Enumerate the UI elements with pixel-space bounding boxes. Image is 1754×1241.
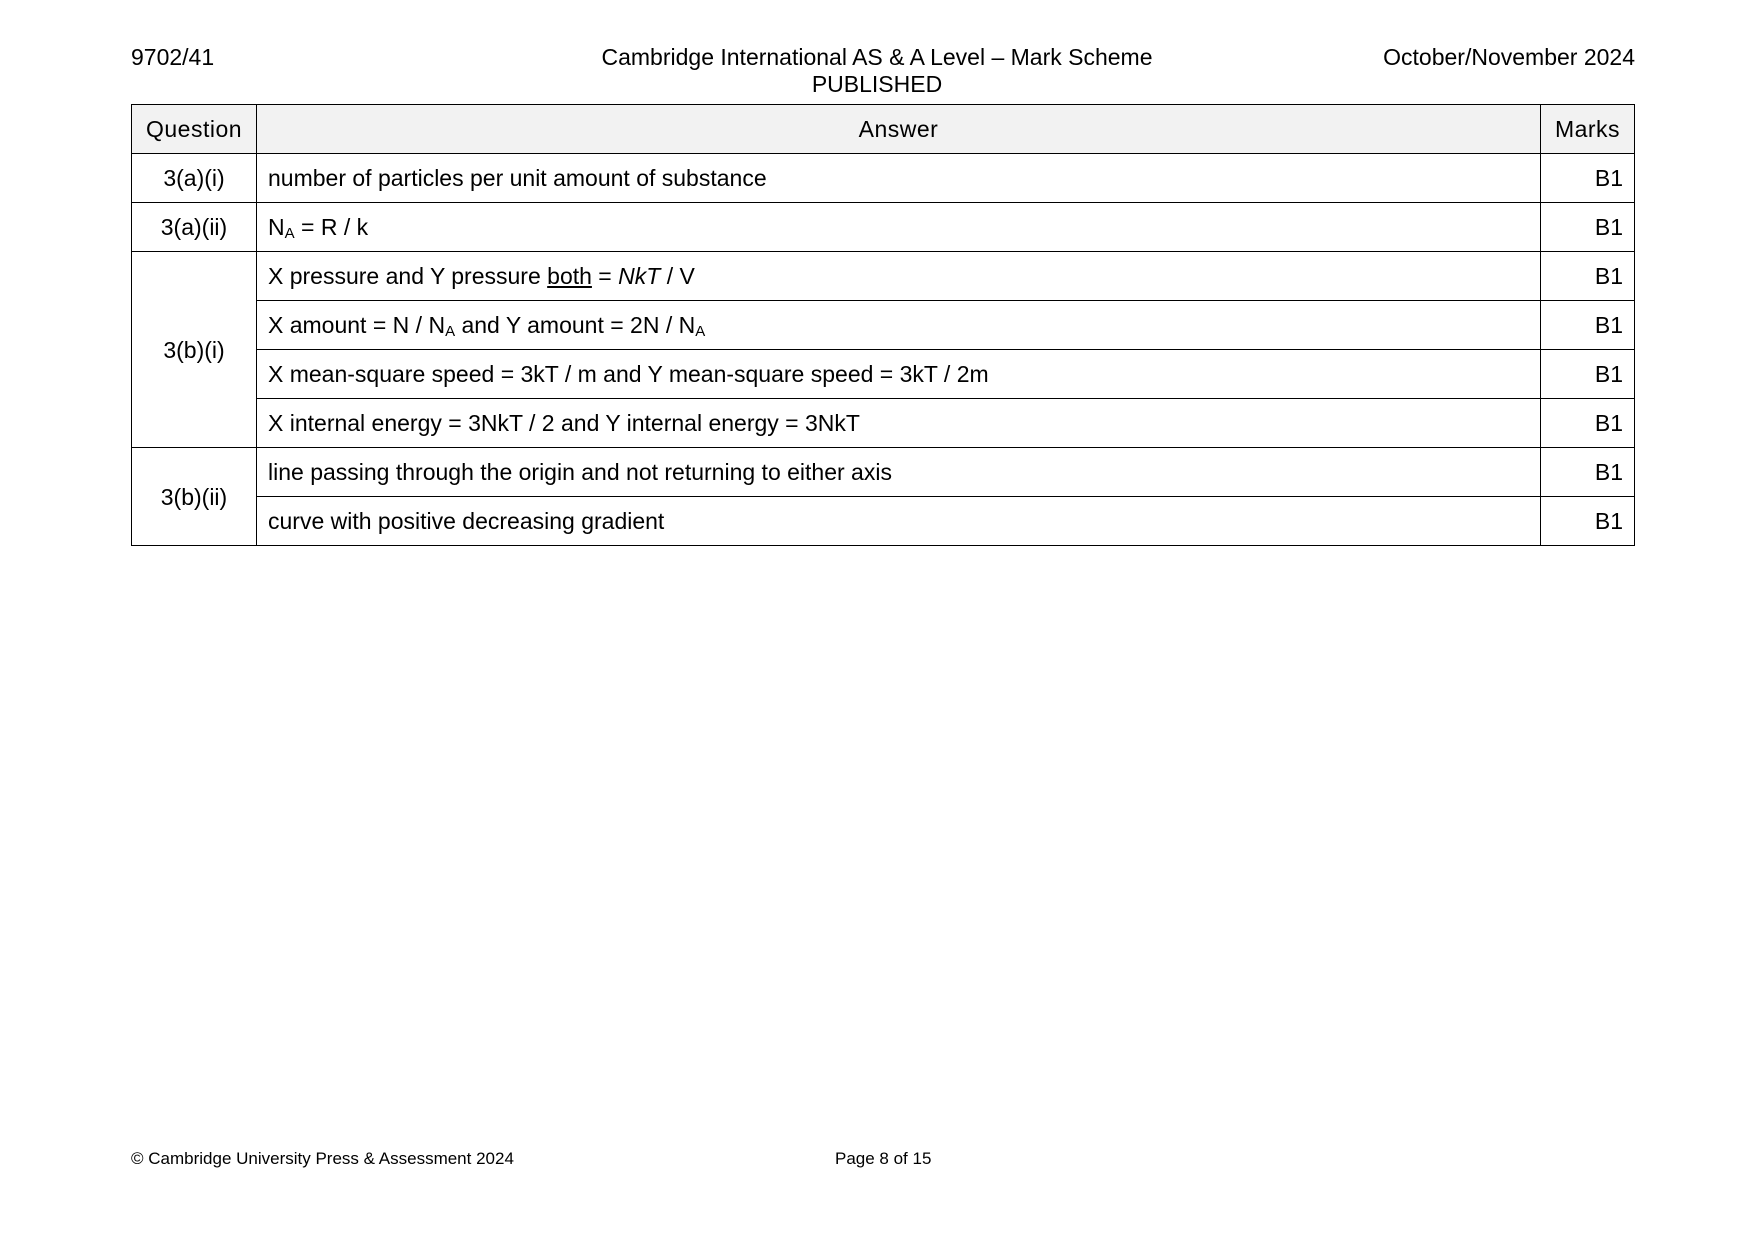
column-header-marks: Marks [1541,105,1635,154]
subscript: A [284,225,295,242]
subscript: A [445,323,456,340]
table-row [132,350,1635,399]
answer-cell [257,252,1541,301]
answer-text: X pressure and Y pressure [268,263,548,289]
question-cell: 3(a)(ii) [132,203,257,252]
marks-cell: B1 [1541,448,1635,497]
subtitle: PUBLISHED [811,71,943,97]
answer-cell: X internal energy = 3NkT / 2 and Y internal energy = 3NkT [257,399,1541,448]
table-row [132,252,1635,301]
marks-cell: B1 [1541,252,1635,301]
marks-cell: B1 [1541,399,1635,448]
table-row [132,497,1635,546]
answer-cell: number of particles per unit amount of substance [257,154,1541,203]
answer-cell: curve with positive decreasing gradient [257,497,1541,546]
table-row [132,448,1635,497]
marks-cell: B1 [1541,497,1635,546]
table-row [132,301,1635,350]
mark-scheme-table [131,104,1635,546]
answer-cell: X mean-square speed = 3kT / m and Y mean-square speed = 3kT / 2m [257,350,1541,399]
answer-text: = R / k [294,214,369,240]
table-row [132,203,1635,252]
answer-text: X amount = N / N [268,312,446,338]
marks-cell: B1 [1541,350,1635,399]
subscript: A [695,323,706,340]
answer-text: / V [660,263,695,289]
paper-code: 9702/41 [131,44,215,70]
table-header-row [132,105,1635,154]
answer-cell [257,301,1541,350]
marks-cell: B1 [1541,154,1635,203]
answer-text: N [268,214,285,240]
exam-session: October/November 2024 [1383,44,1635,70]
column-header-question: Question [132,105,257,154]
answer-cell: line passing through the origin and not returning to either axis [257,448,1541,497]
page-number: Page 8 of 15 [835,1149,932,1168]
title: Cambridge International AS & A Level – Mark Scheme [601,44,1153,70]
answer-cell [257,203,1541,252]
answer-text: and Y amount = 2N / N [455,312,696,338]
question-cell: 3(b)(ii) [132,448,257,546]
column-header-answer: Answer [257,105,1541,154]
table-row [132,154,1635,203]
question-cell: 3(b)(i) [132,252,257,448]
marks-cell: B1 [1541,203,1635,252]
underlined-text: both [547,263,592,289]
table-row [132,399,1635,448]
copyright-notice: © Cambridge University Press & Assessment 2024 [131,1149,514,1168]
question-cell: 3(a)(i) [132,154,257,203]
marks-cell: B1 [1541,301,1635,350]
italic-text: NkT [618,263,661,289]
answer-text: = [591,263,619,289]
